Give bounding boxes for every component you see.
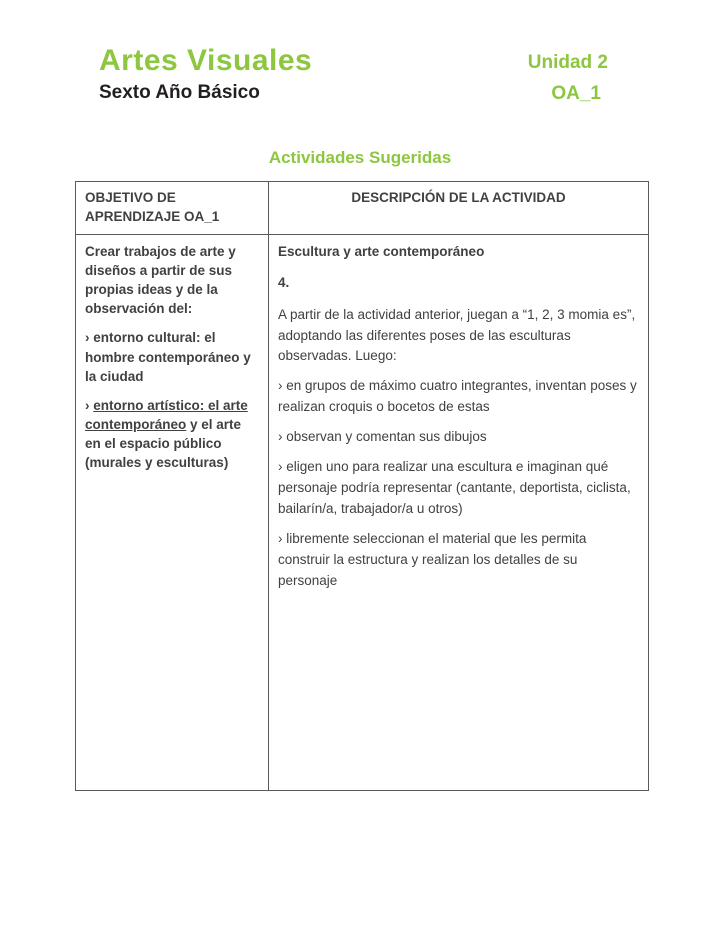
bullet-text: libremente seleccionan el material que les permita construir la estructura y realizan los detalles de su personaje [278, 530, 587, 588]
bullet-marker: › [278, 459, 283, 475]
bullet-text: eligen uno para realizar una escultura e imaginan qué personaje podría representar (cantante, deportista, ciclista, bailarín/a, trabajador/a u otros) [278, 459, 631, 516]
bullet-marker: › [85, 397, 90, 413]
objective-cell [76, 234, 269, 790]
activity-bullet-1 [278, 376, 639, 418]
bullet-text: entorno cultural: el hombre contemporáneo y la ciudad [85, 330, 251, 384]
activity-column-header: DESCRIPCIÓN DE LA ACTIVIDAD [269, 182, 649, 235]
activity-intro: A partir de la actividad anterior, juegan a “1, 2, 3 momia es”, adoptando las diferentes poses de las esculturas observadas. Luego: [278, 306, 636, 364]
objective-intro: Crear trabajos de arte y diseños a partir de sus propias ideas y de la observación del: [85, 243, 236, 317]
activity-bullet-4 [278, 529, 639, 592]
activity-bullet-3 [278, 457, 639, 520]
activity-number: 4. [278, 274, 290, 290]
table-header-row [76, 182, 649, 235]
activity-cell [269, 234, 649, 790]
objective-bullet-2 [85, 396, 259, 473]
bullet-text: observan y comentan sus dibujos [286, 429, 487, 445]
bullet-marker: › [278, 429, 283, 445]
objective-bullet-1 [85, 328, 259, 385]
objective-column-header: OBJETIVO DE APRENDIZAJE OA_1 [76, 182, 269, 235]
document-title: Artes Visuales [99, 44, 313, 77]
unit-label: Unidad 2 [527, 52, 608, 73]
activity-heading: Escultura y arte contemporáneo [278, 243, 485, 259]
bullet-marker: › [278, 530, 283, 546]
bullet-text: en grupos de máximo cuatro integrantes, inventan poses y realizan croquis o bocetos de estas [278, 378, 637, 415]
bullet-text: y el arte en el espacio público (murales y esculturas) [85, 417, 242, 471]
table-body-row [76, 234, 649, 790]
document-subtitle: Sexto Año Básico [99, 82, 260, 103]
oa-code-label: OA_1 [551, 83, 601, 104]
activities-table [75, 181, 649, 791]
section-title: Actividades Sugeridas [268, 148, 452, 167]
bullet-text-underlined: entorno artístico: el arte contemporáneo [85, 397, 248, 433]
activity-bullet-2 [278, 427, 639, 448]
bullet-marker: › [85, 330, 90, 346]
bullet-marker: › [278, 378, 283, 394]
